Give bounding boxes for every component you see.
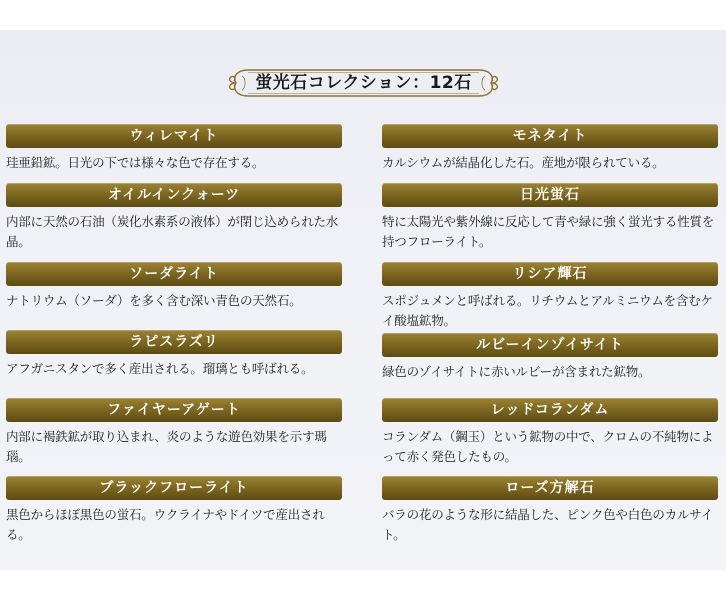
mineral-name-bar (382, 398, 718, 422)
mineral-description: ナトリウム（ソーダ）を多く含む深い青色の天然石。 (6, 293, 302, 308)
mineral-name-bar (6, 262, 342, 286)
mineral-name-bar (382, 476, 718, 500)
mineral-description: バラの花のような形に結晶した、ピンク色や白色のカルサイト。 (382, 507, 713, 542)
mineral-description: アフガニスタンで多く産出される。瑠璃とも呼ばれる。 (6, 361, 314, 376)
mineral-card (382, 183, 718, 252)
mineral-card (6, 476, 342, 545)
mineral-card (6, 183, 342, 252)
mineral-description: 黒色からほぼ黒色の蛍石。ウクライナやドイツで産出される。 (6, 507, 325, 542)
mineral-description: 内部に褐鉄鉱が取り込まれ、炎のような遊色効果を示す瑪瑙。 (6, 429, 327, 464)
mineral-name: ブラックフローライト (99, 480, 249, 496)
mineral-card (6, 330, 342, 379)
mineral-description: 内部に天然の石油（炭化水素系の液体）が閉じ込められた水晶。 (6, 214, 339, 249)
mineral-name-bar (382, 183, 718, 207)
mineral-name: レッドコランダム (490, 402, 610, 418)
mineral-description: 特に太陽光や紫外線に反応して青や緑に強く蛍光する性質を持つフローライト。 (382, 214, 715, 249)
mineral-name: ローズ方解石 (505, 480, 595, 496)
mineral-name: モネタイト (512, 128, 588, 144)
mineral-name-bar (382, 333, 718, 357)
mineral-card (382, 333, 718, 382)
mineral-name: ラピスラズリ (129, 334, 219, 350)
mineral-card (6, 398, 342, 467)
mineral-card (382, 262, 718, 331)
mineral-card (382, 398, 718, 467)
mineral-description: コランダム（鋼玉）という鉱物の中で、クロムの不純物によって赤く発色したもの。 (382, 429, 714, 464)
mineral-name: 日光蛍石 (520, 187, 580, 203)
mineral-card (382, 476, 718, 545)
title-banner (226, 66, 501, 100)
mineral-description: 珪亜鉛鉱。日光の下では様々な色で存在する。 (6, 155, 265, 170)
mineral-name-bar (6, 398, 342, 422)
mineral-card (382, 124, 718, 173)
mineral-name-bar (6, 476, 342, 500)
mineral-name-bar (382, 124, 718, 148)
mineral-description: カルシウムが結晶化した石。産地が限られている。 (382, 155, 665, 170)
mineral-description: 緑色のゾイサイトに赤いルビーが含まれた鉱物。 (382, 364, 651, 379)
mineral-name-bar (6, 330, 342, 354)
mineral-card (6, 124, 342, 173)
mineral-name-bar (6, 124, 342, 148)
mineral-description: スポジュメンと呼ばれる。リチウムとアルミニウムを含むケイ酸塩鉱物。 (382, 293, 713, 328)
mineral-name: ファイヤーアゲート (107, 402, 241, 418)
mineral-name-bar (6, 183, 342, 207)
mineral-name: オイルインクォーツ (107, 187, 241, 203)
mineral-name: ルビーインゾイサイト (476, 337, 624, 353)
mineral-name-bar (382, 262, 718, 286)
mineral-name: ウィレマイト (129, 128, 219, 144)
page-title: 蛍光石コレクション：12石 (255, 73, 472, 93)
mineral-name: ソーダライト (129, 266, 219, 282)
mineral-name: リシア輝石 (512, 266, 588, 282)
mineral-card (6, 262, 342, 311)
